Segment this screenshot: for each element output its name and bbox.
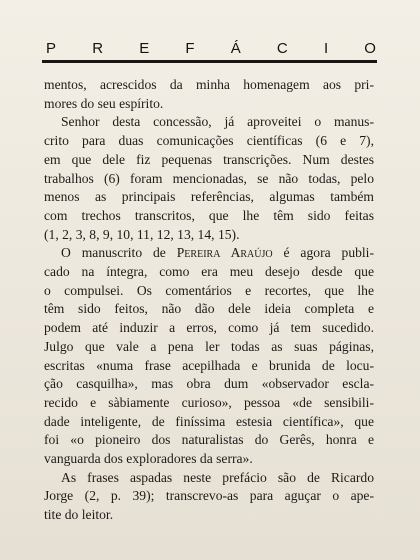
- text-line: o compulsei. Os comentários e recortes, que lhe: [44, 282, 374, 298]
- text-line: Senhor desta concessão, já aproveitei o manus-: [61, 114, 374, 130]
- text-fragment: é agora publi-: [272, 245, 374, 261]
- text-line: dade inteligente, de finíssima estesia científica», que: [44, 413, 374, 429]
- text-line: As frases aspadas neste prefácio são de Ricardo: [61, 469, 374, 485]
- title-letter: P: [46, 40, 57, 57]
- text-line: crito para duas comunicações científicas (6 e 7),: [44, 133, 374, 149]
- text-line: podem até induzir a erros, como já tem sucedido.: [44, 320, 374, 336]
- chapter-title: [46, 40, 376, 57]
- text-line: mentos, acrescidos da minha homenagem aos pri-: [44, 77, 374, 92]
- text-line: Julgo que vale a pena ler todas as suas páginas,: [44, 338, 374, 354]
- text-line: têm sido feitos, não dão dele ideia completa e: [44, 301, 374, 317]
- title-letter: O: [364, 40, 376, 57]
- text-line: cado na íntegra, como era meu desejo desde que: [44, 264, 374, 280]
- text-line: (1, 2, 3, 8, 9, 10, 11, 12, 13, 14, 15).: [44, 226, 240, 242]
- title-letter: F: [185, 40, 195, 57]
- title-letter: E: [139, 40, 150, 57]
- title-letter: C: [276, 40, 288, 57]
- author-name: Pereira Araújo: [176, 245, 273, 261]
- text-line: recido e sàbiamente curioso», pessoa «de sensibili-: [44, 394, 374, 410]
- text-line: com trechos transcritos, que lhe têm sido feitas: [44, 207, 374, 223]
- title-letter: Á: [230, 40, 241, 57]
- text-fragment: O manuscrito de: [61, 245, 177, 261]
- title-letter: I: [323, 40, 329, 57]
- text-line: Jorge (2, p. 39); transcrevo-as para aguçar o ape-: [44, 488, 374, 504]
- text-line: menos as principais referências, algumas também: [44, 189, 374, 205]
- text-line: [44, 244, 374, 263]
- title-rule: [42, 60, 377, 63]
- text-line: vanguarda dos exploradores da serra».: [44, 451, 253, 467]
- text-line: foi «o pioneiro dos naturalistas do Gerês, honra e: [44, 432, 374, 448]
- text-line: mores do seu espírito.: [44, 95, 164, 111]
- title-letter: R: [92, 40, 104, 57]
- text-line: em que dele fiz pequenas transcrições. Num destes: [44, 151, 374, 167]
- text-line: trabalhos (6) foram mencionadas, se não todas, pelo: [44, 170, 374, 186]
- text-line: tite do leitor.: [44, 507, 114, 523]
- text-line: escritas «numa frase acepilhada e brunida de locu-: [44, 357, 374, 373]
- text-line: ção casquilha», mas obra dum «observador esclа-: [44, 376, 374, 392]
- body-text: [44, 76, 374, 525]
